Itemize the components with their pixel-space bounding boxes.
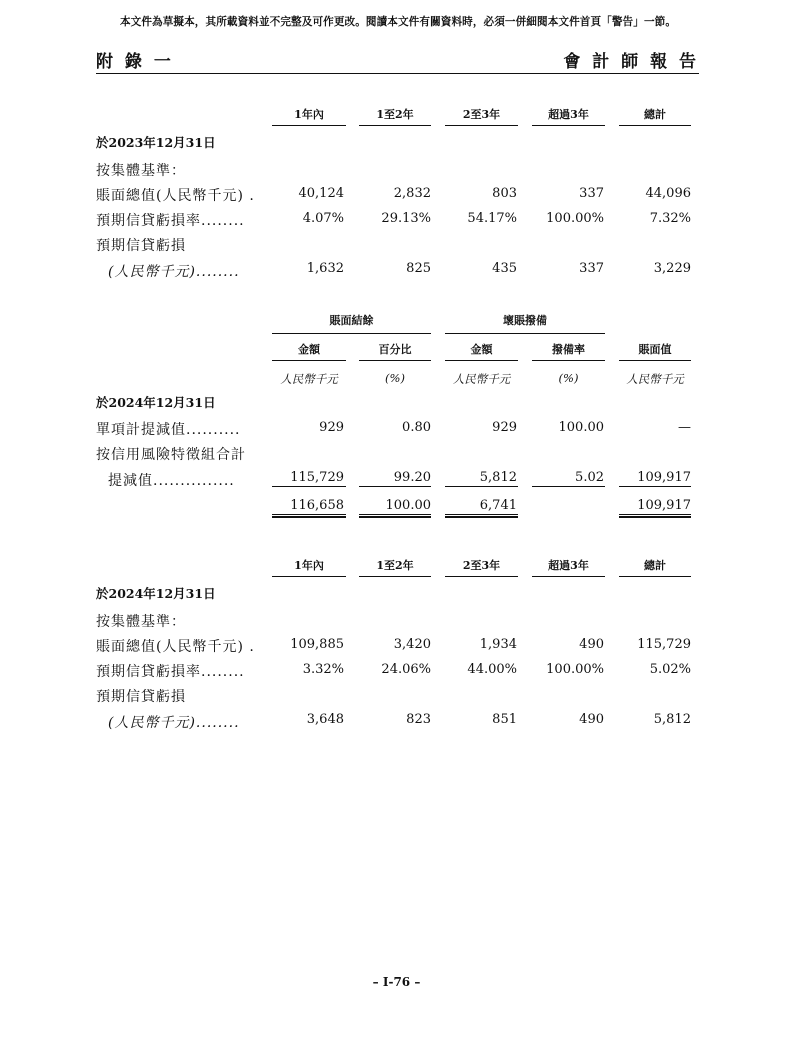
total-cell: 100.00 bbox=[385, 498, 431, 513]
unit-label: 人民幣千元 bbox=[452, 372, 511, 386]
col-header-over-3y: 超過3年 bbox=[532, 557, 605, 577]
unit-label: (%) bbox=[385, 371, 405, 385]
page-number: – I-76 – bbox=[372, 975, 421, 989]
col-header-within-1y: 1年內 bbox=[272, 106, 346, 126]
col-header-over-3y: 超過3年 bbox=[532, 106, 605, 126]
cell: 435 bbox=[492, 261, 517, 276]
cell: 3.32% bbox=[302, 662, 344, 677]
cell: 3,229 bbox=[653, 261, 691, 276]
report-title: 會 計 師 報 告 bbox=[563, 52, 699, 72]
cell: 5,812 bbox=[653, 712, 691, 727]
cell: 4.07% bbox=[302, 211, 344, 226]
cell: 7.32% bbox=[649, 211, 691, 226]
cell: 1,632 bbox=[306, 261, 344, 276]
cell: 109,885 bbox=[290, 637, 344, 652]
row-label-portfolio-provision-cont: 提減值............... bbox=[108, 473, 235, 489]
cell: 5.02 bbox=[532, 470, 605, 487]
double-underline bbox=[445, 514, 518, 518]
cell: 99.20 bbox=[359, 470, 431, 487]
unit-label: 人民幣千元 bbox=[626, 372, 684, 386]
cell: 3,420 bbox=[393, 637, 431, 652]
cell: 0.80 bbox=[402, 420, 431, 435]
col-header-2-3y: 2至3年 bbox=[445, 106, 518, 126]
row-label-portfolio-provision: 按信用風險特徵組合計 bbox=[96, 447, 246, 463]
cell: 5.02% bbox=[649, 662, 691, 677]
double-underline bbox=[359, 514, 431, 518]
row-label-ecl-unit: (人民幣千元)........ bbox=[108, 715, 240, 731]
group-header-bad-debt-provision: 壞賬撥備 bbox=[445, 312, 605, 334]
col-header-total: 總計 bbox=[619, 557, 691, 577]
group-header-book-balance: 賬面結餘 bbox=[272, 312, 431, 334]
cell: 29.13% bbox=[381, 211, 431, 226]
row-label-gross-carrying: 賬面總值(人民幣千元) . bbox=[96, 188, 255, 204]
cell: 337 bbox=[579, 261, 604, 276]
basis-label: 按集體基準： bbox=[96, 614, 186, 630]
col-header-total: 總計 bbox=[619, 106, 691, 126]
cell: 490 bbox=[579, 637, 604, 652]
basis-label: 按集體基準： bbox=[96, 163, 186, 179]
draft-disclaimer: 本文件為草擬本，其所載資料並不完整及可作更改。閱讀本文件有關資料時，必須一併細閱本文件首頁「警告」一節。 bbox=[119, 16, 677, 28]
cell: 490 bbox=[579, 712, 604, 727]
cell: 803 bbox=[492, 186, 517, 201]
total-cell: 116,658 bbox=[290, 498, 344, 513]
row-label-ecl-rate: 預期信貸虧損率........ bbox=[96, 664, 245, 680]
row-label-ecl-rate: 預期信貸虧損率........ bbox=[96, 213, 245, 229]
col-header-provision-rate: 撥備率 bbox=[532, 341, 605, 361]
row-label-individual-provision: 單項計提減值.......... bbox=[96, 422, 241, 438]
cell: 44,096 bbox=[645, 186, 691, 201]
col-header-1-2y: 1至2年 bbox=[359, 106, 431, 126]
cell: 100.00% bbox=[546, 211, 604, 226]
cell: 40,124 bbox=[298, 186, 344, 201]
col-header-2-3y: 2至3年 bbox=[445, 557, 518, 577]
cell: 337 bbox=[579, 186, 604, 201]
cell: 2,832 bbox=[393, 186, 431, 201]
row-label-ecl: 預期信貸虧損 bbox=[96, 238, 186, 254]
col-header-carrying-value: 賬面值 bbox=[619, 341, 691, 361]
double-underline bbox=[619, 514, 691, 518]
cell: 929 bbox=[492, 420, 517, 435]
col-header-within-1y: 1年內 bbox=[272, 557, 346, 577]
row-label-gross-carrying: 賬面總值(人民幣千元) . bbox=[96, 639, 255, 655]
header-rule bbox=[96, 73, 699, 74]
row-label-ecl: 預期信貸虧損 bbox=[96, 689, 186, 705]
cell: 44.00% bbox=[467, 662, 517, 677]
unit-label: (%) bbox=[558, 371, 579, 385]
section-title: 於2024年12月31日 bbox=[96, 586, 216, 601]
cell: 115,729 bbox=[272, 470, 346, 487]
cell: 100.00 bbox=[558, 420, 604, 435]
cell: 54.17% bbox=[467, 211, 517, 226]
total-cell: 6,741 bbox=[479, 498, 517, 513]
total-cell: 109,917 bbox=[637, 498, 691, 513]
double-underline bbox=[272, 514, 346, 518]
cell: 24.06% bbox=[381, 662, 431, 677]
cell: 929 bbox=[319, 420, 344, 435]
cell: 109,917 bbox=[619, 470, 691, 487]
col-header-amount: 金額 bbox=[272, 341, 346, 361]
section-title: 於2023年12月31日 bbox=[96, 135, 216, 150]
section-title: 於2024年12月31日 bbox=[96, 395, 216, 410]
col-header-percentage: 百分比 bbox=[359, 341, 431, 361]
cell: 3,648 bbox=[306, 712, 344, 727]
cell: 115,729 bbox=[637, 637, 691, 652]
cell: 100.00% bbox=[546, 662, 604, 677]
cell: 823 bbox=[406, 712, 431, 727]
unit-label: 人民幣千元 bbox=[280, 372, 338, 386]
col-header-provision-amount: 金額 bbox=[445, 341, 518, 361]
cell: 5,812 bbox=[445, 470, 518, 487]
cell: 851 bbox=[492, 712, 517, 727]
cell: 825 bbox=[406, 261, 431, 276]
appendix-title: 附 錄 一 bbox=[96, 52, 174, 72]
cell: — bbox=[678, 420, 691, 435]
cell: 1,934 bbox=[479, 637, 517, 652]
row-label-ecl-unit: (人民幣千元)........ bbox=[108, 264, 240, 280]
col-header-1-2y: 1至2年 bbox=[359, 557, 431, 577]
